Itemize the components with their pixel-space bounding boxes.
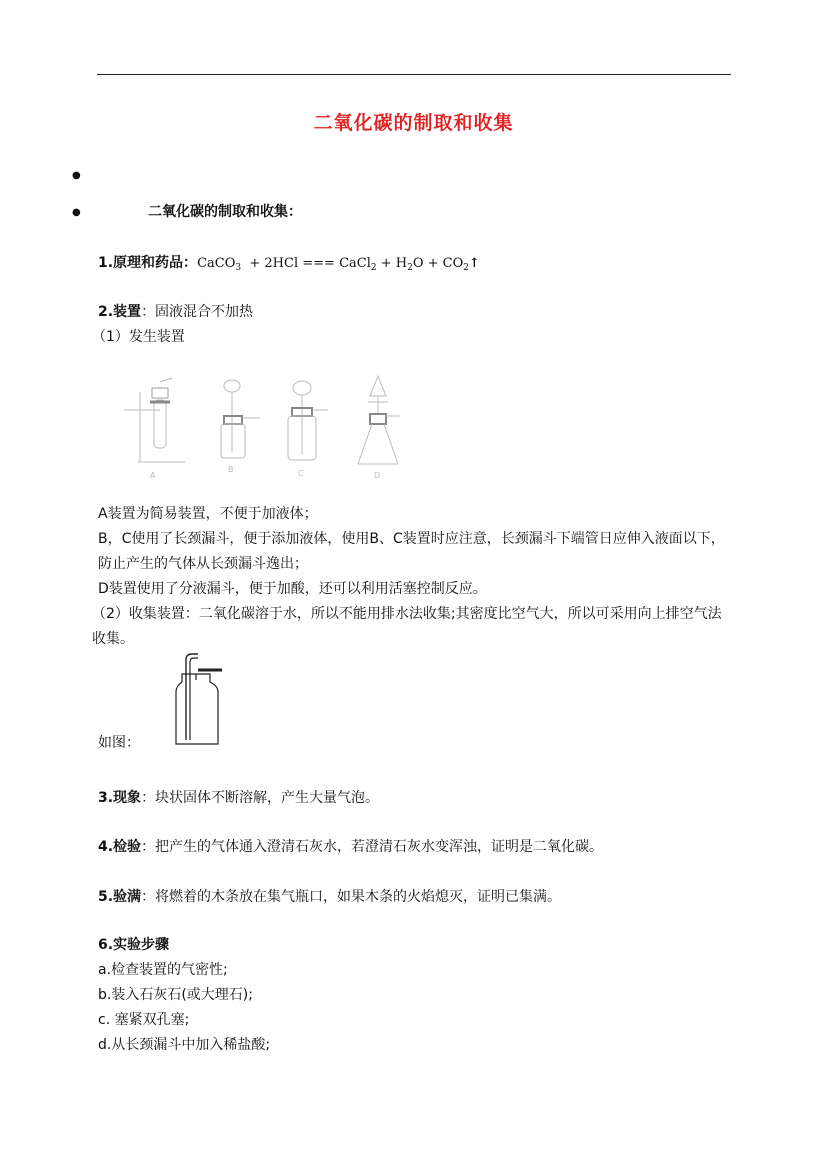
test-value: ：把产生的气体通入澄清石灰水，若澄清石灰水变浑浊，证明是二氧化碳。 [141,839,604,855]
full-check-line [98,885,561,909]
phenomenon-label: 3.现象 [98,790,142,806]
full-check-value: ：将燃着的木条放在集气瓶口，如果木条的火焰熄灭，证明已集满。 [141,889,562,905]
step-item: c. 塞紧双孔塞; [98,1012,190,1028]
generation-apparatus-figure [110,372,420,484]
section-heading: 二氧化碳的制取和收集： [148,204,302,220]
bullet-empty: ● [72,170,81,181]
full-check-label: 5.验满 [98,889,142,905]
apparatus-letter-c: C [298,469,304,478]
principle-line [98,251,480,280]
step-item: b.装入石灰石(或大理石); [98,987,253,1003]
bullet-section: ● [72,207,81,218]
apparatus-letter-b: B [228,465,234,474]
phenomenon-line [98,786,379,810]
apparatus-value: ：固液混合不加热 [141,304,254,320]
test-label: 4.检验 [98,839,142,855]
principle-label: 1.原理和药品： [98,255,198,271]
para-bc: B，C使用了长颈漏斗，便于添加液体，使用B、C装置时应注意，长颈漏斗下端管日应伸入液面以下，防止产生的气体从长颈漏斗逸出； [98,531,725,572]
para-d: D装置使用了分液漏斗，便于加酸，还可以利用活塞控制反应。 [98,581,487,597]
apparatus-d [358,376,400,464]
test-line [98,835,603,859]
para-collection: （2）收集装置：二氧化碳溶于水，所以不能用排水法收集;其密度比空气大，所以可采用向上排空气法收集。 [92,606,722,647]
apparatus-line [98,300,253,324]
gas-arrow: ↑ [469,256,480,271]
phenomenon-value: ：块状固体不断溶解，产生大量气泡。 [141,790,380,806]
figure-label: 如图： [98,735,140,751]
header-rule [97,74,731,75]
page-title: 二氧化碳的制取和收集 [313,112,514,134]
equation: CaCO$_3$ + 2HCl === CaCl$_2$ + $H_2O$ + $CO_2↑$ [197,256,480,273]
gas-collection-bottle-figure [160,652,230,748]
generation-heading: （1）发生装置 [92,329,185,345]
apparatus-letter-d: D [374,471,381,480]
step-item: d.从长颈漏斗中加入稀盐酸; [98,1037,271,1053]
para-a: A装置为简易装置，不便于加液体； [98,506,318,522]
apparatus-b [221,380,260,458]
step-item: a.检查装置的气密性; [98,962,228,978]
apparatus-a [124,378,185,462]
apparatus-letter-a: A [150,471,156,480]
apparatus-label: 2.装置 [98,304,142,320]
steps-heading: 6.实验步骤 [98,937,170,953]
apparatus-c [288,381,328,460]
